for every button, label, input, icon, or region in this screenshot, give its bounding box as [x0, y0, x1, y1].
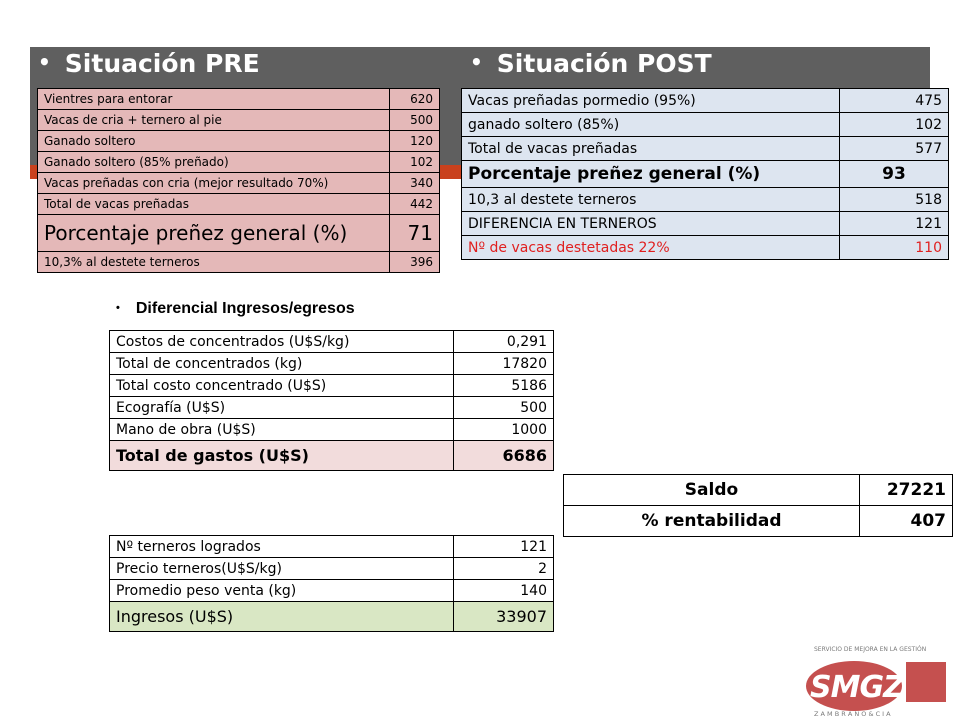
table-row	[110, 558, 554, 580]
row-label: Porcentaje preñez general (%)	[462, 161, 840, 188]
row-label: % rentabilidad	[564, 506, 860, 537]
row-value: 71	[390, 215, 440, 252]
pre-table	[37, 88, 440, 273]
table-row	[110, 536, 554, 558]
smgz-logo	[794, 640, 960, 720]
row-value: 93	[840, 161, 949, 188]
table-row	[110, 353, 554, 375]
logo-mark: SMGZ	[810, 670, 904, 705]
table-row	[38, 110, 440, 131]
diferencial-heading	[116, 300, 355, 318]
row-label: ganado soltero (85%)	[462, 113, 840, 137]
diferencial-bullet: •	[116, 302, 120, 314]
row-value: 0,291	[454, 331, 554, 353]
table-row	[38, 152, 440, 173]
row-label: Total de gastos (U$S)	[110, 441, 454, 471]
table-row	[38, 194, 440, 215]
row-label: Porcentaje preñez general (%)	[38, 215, 390, 252]
table-row	[462, 89, 949, 113]
row-value: 396	[390, 252, 440, 273]
row-label: Total de vacas preñadas	[38, 194, 390, 215]
table-row	[462, 137, 949, 161]
row-value: 500	[390, 110, 440, 131]
row-value: 2	[454, 558, 554, 580]
row-value: 620	[390, 89, 440, 110]
row-label: Total de vacas preñadas	[462, 137, 840, 161]
row-label: 10,3% al destete terneros	[38, 252, 390, 273]
row-label: Ecografía (U$S)	[110, 397, 454, 419]
table-row-highlight	[462, 161, 949, 188]
post-table	[461, 88, 949, 260]
row-value: 102	[390, 152, 440, 173]
post-heading-bullet: •	[470, 50, 483, 74]
table-row	[110, 375, 554, 397]
table-row	[38, 252, 440, 273]
table-row	[462, 113, 949, 137]
row-label: Saldo	[564, 475, 860, 506]
table-row	[110, 580, 554, 602]
row-label: Mano de obra (U$S)	[110, 419, 454, 441]
row-value: 475	[840, 89, 949, 113]
table-row	[564, 475, 953, 506]
logo-company-name: Z A M B R A N O & C I A	[814, 710, 891, 718]
table-row-total	[110, 441, 554, 471]
smgz-logo-graphic	[794, 640, 960, 720]
table-row-total	[110, 602, 554, 632]
post-heading	[470, 49, 712, 78]
row-value: 442	[390, 194, 440, 215]
row-value: 27221	[860, 475, 953, 506]
row-label: Ganado soltero	[38, 131, 390, 152]
table-row	[38, 89, 440, 110]
row-value: 577	[840, 137, 949, 161]
row-label: Ingresos (U$S)	[110, 602, 454, 632]
row-value: 407	[860, 506, 953, 537]
row-label: Total costo concentrado (U$S)	[110, 375, 454, 397]
row-value: 140	[454, 580, 554, 602]
diferencial-title: Diferencial Ingresos/egresos	[135, 300, 355, 317]
row-label: Costos de concentrados (U$S/kg)	[110, 331, 454, 353]
logo-tagline: SERVICIO DE MEJORA EN LA GESTIÓN	[814, 646, 927, 653]
table-row	[110, 397, 554, 419]
row-value: 5186	[454, 375, 554, 397]
table-row-highlight	[38, 215, 440, 252]
pre-heading-bullet: •	[38, 50, 51, 74]
row-value: 33907	[454, 602, 554, 632]
row-label: Vacas preñadas pormedio (95%)	[462, 89, 840, 113]
row-value: 120	[390, 131, 440, 152]
logo-z-block	[906, 662, 946, 702]
row-value: 110	[840, 236, 949, 260]
row-value: 1000	[454, 419, 554, 441]
table-row	[564, 506, 953, 537]
row-value: 102	[840, 113, 949, 137]
row-label: Total de concentrados (kg)	[110, 353, 454, 375]
row-label: DIFERENCIA EN TERNEROS	[462, 212, 840, 236]
pre-heading	[38, 49, 260, 78]
row-value: 500	[454, 397, 554, 419]
row-label: Promedio peso venta (kg)	[110, 580, 454, 602]
post-heading-text: Situación POST	[496, 49, 712, 78]
ingresos-table	[109, 535, 554, 632]
gastos-table	[109, 330, 554, 471]
saldo-table	[563, 474, 953, 537]
row-label: Vientres para entorar	[38, 89, 390, 110]
row-label: Nº de vacas destetadas 22%	[462, 236, 840, 260]
row-value: 6686	[454, 441, 554, 471]
pre-heading-text: Situación PRE	[64, 49, 260, 78]
row-label: Vacas preñadas con cria (mejor resultado 70%)	[38, 173, 390, 194]
table-row-red	[462, 236, 949, 260]
row-label: Vacas de cria + ternero al pie	[38, 110, 390, 131]
row-value: 121	[454, 536, 554, 558]
table-row	[462, 212, 949, 236]
row-label: Ganado soltero (85% preñado)	[38, 152, 390, 173]
row-value: 17820	[454, 353, 554, 375]
row-value: 518	[840, 188, 949, 212]
row-label: Precio terneros(U$S/kg)	[110, 558, 454, 580]
row-label: Nº terneros logrados	[110, 536, 454, 558]
table-row	[38, 131, 440, 152]
table-row	[462, 188, 949, 212]
row-label: 10,3 al destete terneros	[462, 188, 840, 212]
row-value: 340	[390, 173, 440, 194]
table-row	[110, 331, 554, 353]
table-row	[38, 173, 440, 194]
table-row	[110, 419, 554, 441]
row-value: 121	[840, 212, 949, 236]
